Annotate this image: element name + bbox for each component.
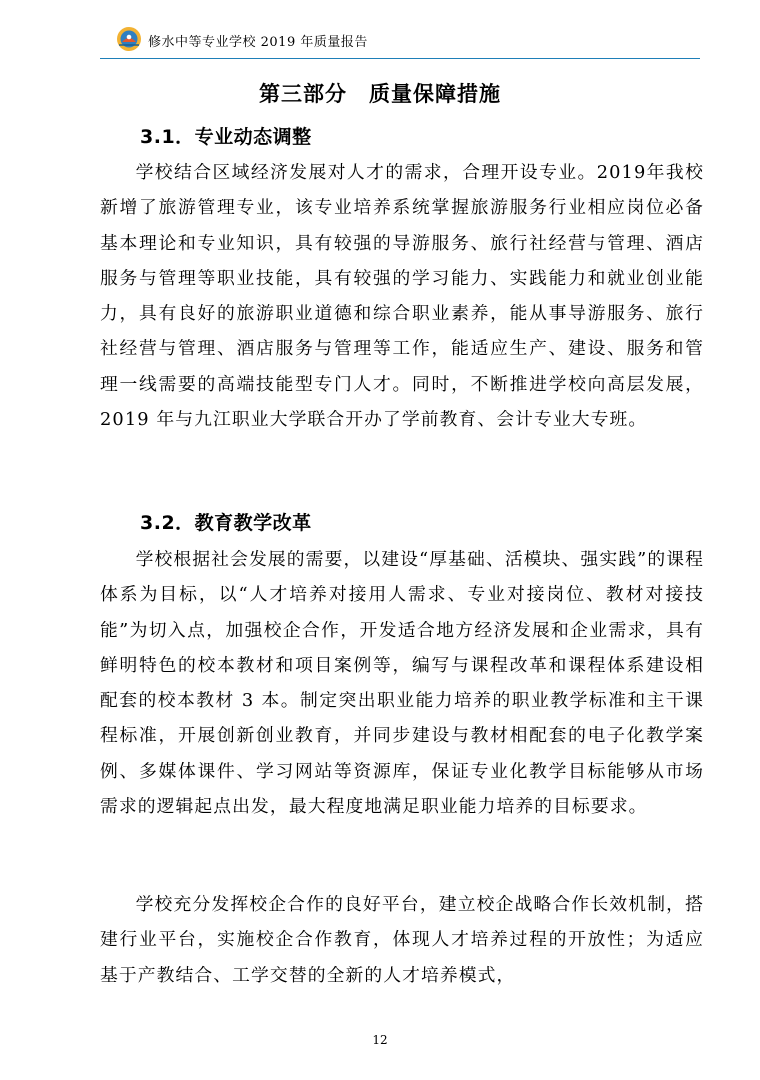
- section-heading: 3.2．教育教学改革: [140, 512, 312, 534]
- paragraph: 学校充分发挥校企合作的良好平台，建立校企战略合作长效机制，搭建行业平台，实施校企合作教育，体现人才培养过程的开放性；为适应基于产教结合、工学交替的全新的人才培养模式，: [100, 894, 704, 986]
- paragraph: 学校根据社会发展的需要，以建设“厚基础、活模块、强实践”的课程体系为目标，以“人才培养对接用人需求、专业对接岗位、教材对接技能”为切入点，加强校企合作，开发适合地方经济发展和企业需求，具有鲜明特色的校本教材和项目案例等，编写与课程改革和课程体系建设相配套的校本教材 3 本。制定突出职业能力培养的职业教学标准和主干课程标准，开展创新创业教育，并同步建设与教材相配套的电子化教学案例、多媒体课件、学习网站等资源库，保证专业化教学目标能够从市场需求的逻辑起点出发，最大程度地满足职业能力培养的目标要求。: [100, 549, 704, 818]
- header-title: 修水中等专业学校 2019 年质量报告: [148, 35, 368, 50]
- page-number: 12: [372, 1033, 388, 1047]
- page-header: [100, 22, 700, 59]
- page-title: 第三部分 质量保障措施: [259, 82, 501, 106]
- school-emblem-icon: [116, 26, 142, 52]
- paragraph: 学校结合区域经济发展对人才的需求，合理开设专业。2019年我校新增了旅游管理专业，该专业培养系统掌握旅游服务行业相应岗位必备基本理论和专业知识，具有较强的导游服务、旅行社经营与管理、酒店服务与管理等职业技能，具有较强的学习能力、实践能力和就业创业能力，具有良好的旅游职业道德和综合职业素养，能从事导游服务、旅行社经营与管理、酒店服务与管理等工作，能适应生产、建设、服务和管理一线需要的高端技能型专门人才。同时，不断推进学校向高层发展，2019 年与九江职业大学联合开办了学前教育、会计专业大专班。: [100, 162, 704, 431]
- section-heading: 3.1．专业动态调整: [140, 126, 312, 148]
